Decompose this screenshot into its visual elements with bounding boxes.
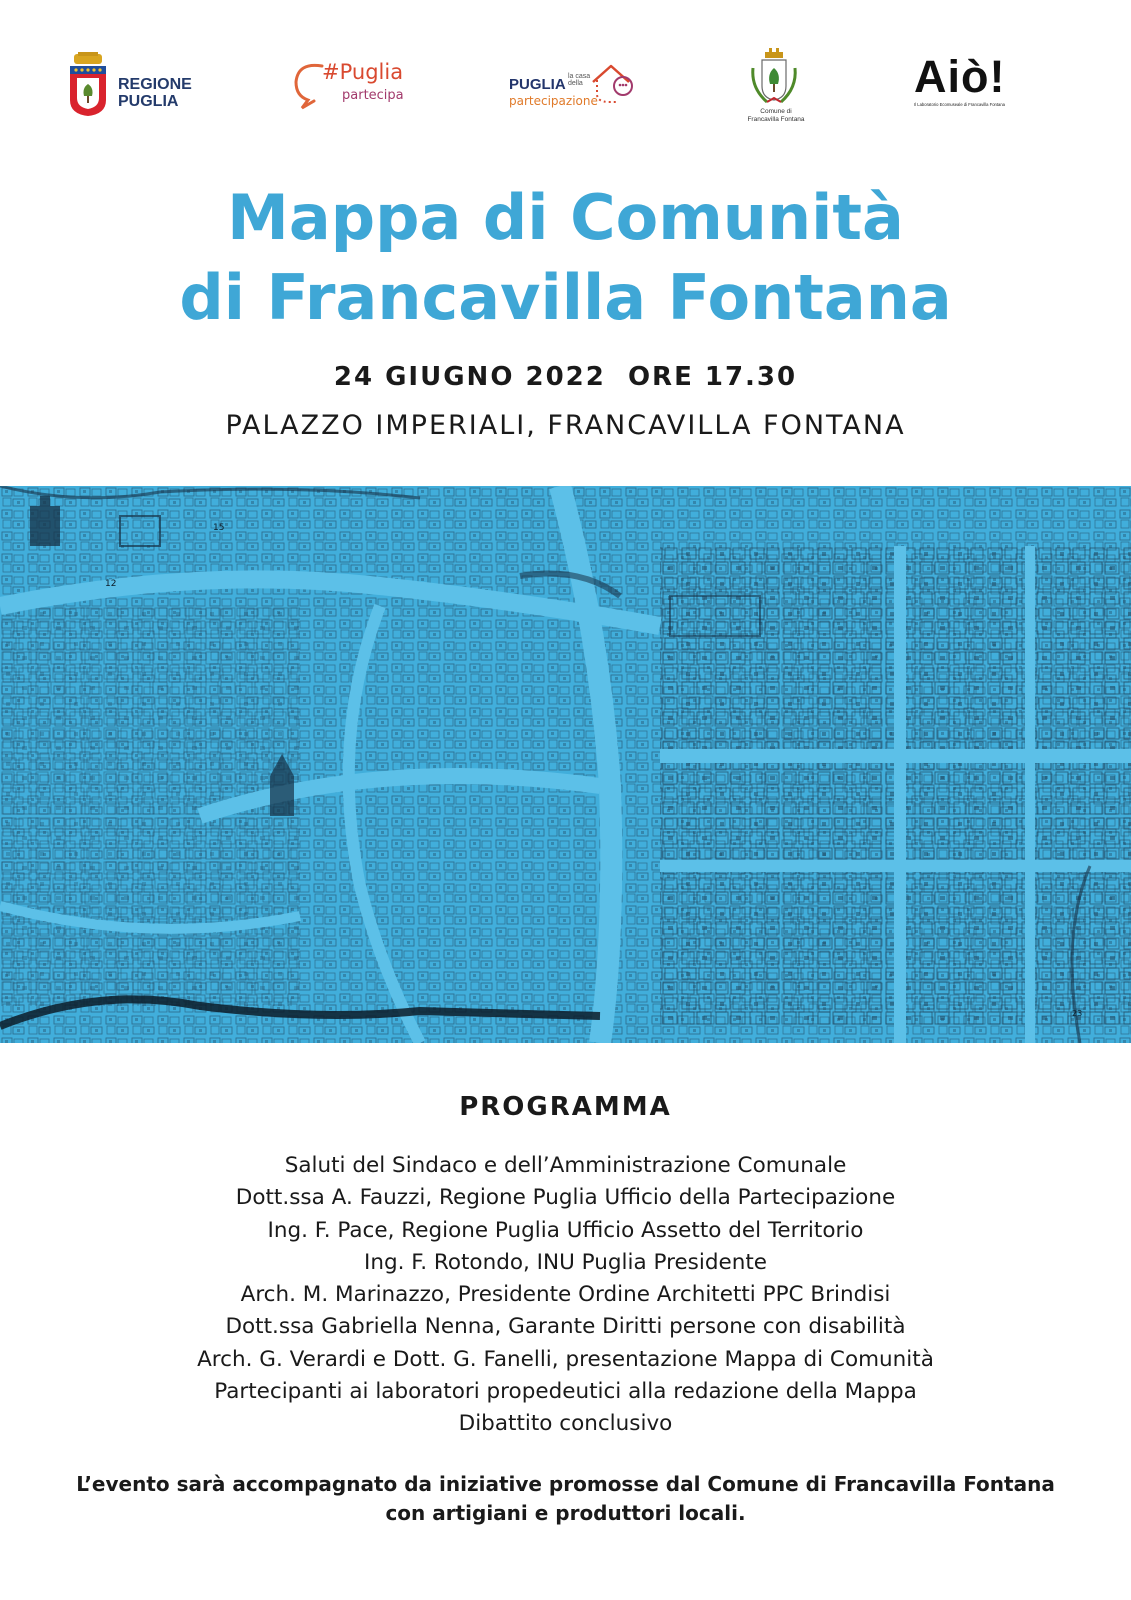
programma-item: Arch. M. Marinazzo, Presidente Ordine Architetti PPC Brindisi [240,1282,891,1308]
programma-list [0,1150,1131,1441]
casa-small2: della [568,80,583,87]
comune-logo-line2: Francavilla Fontana [747,116,805,123]
casa-small1: la casa [568,73,591,80]
footer-line2: con artigiani e produttori locali. [385,1501,746,1525]
comune-logo-line1: Comune di [760,108,792,115]
historic-map-image [0,486,1131,1043]
event-date-time: 24 GIUGNO 2022 ORE 17.30 [333,362,798,392]
map-label-15: 15 [213,523,225,533]
map-label-12: 12 [105,579,117,589]
map-label-23: 23 [1072,1009,1083,1018]
programma-item: Arch. G. Verardi e Dott. G. Fanelli, presentazione Mappa di Comunità [197,1346,934,1372]
house-icon [587,60,637,106]
aio-logo [914,52,1044,118]
partecipa-sub: partecipa [342,88,404,103]
casa-main: PUGLIA [509,76,566,93]
comune-crest-icon [749,48,799,106]
programma-item: Ing. F. Rotondo, INU Puglia Presidente [364,1249,767,1275]
aio-sub: Il Laboratorio Ecomuseale di Francavilla Fontana [914,102,1006,107]
regione-crest-icon [68,52,108,118]
programma-item: Saluti del Sindaco e dell’Amministrazione Comunale [284,1153,847,1178]
programma-item: Dibattito conclusivo [458,1411,673,1437]
programma-item: Dott.ssa Gabriella Nenna, Garante Diritti persone con disabilità [225,1314,906,1340]
comune-logo [738,48,814,128]
partecipa-hashtag: #Puglia [322,60,404,84]
event-venue: PALAZZO IMPERIALI, FRANCAVILLA FONTANA [225,410,906,441]
regione-logo-line2: PUGLIA [118,93,179,110]
logos-row [0,48,1131,138]
casa-partecipazione-logo [509,60,649,116]
footer-line1: L’evento sarà accompagnato da iniziative promosse dal Comune di Francavilla Fontana [76,1472,1055,1496]
casa-sub: partecipazione [509,94,598,108]
puglia-partecipa-logo [292,60,432,120]
programma-item: Partecipanti ai laboratori propedeutici alla redazione della Mappa [214,1379,917,1405]
footer-note [0,1470,1131,1528]
regione-puglia-logo [68,52,198,122]
programma-heading: PROGRAMMA [459,1092,672,1122]
title-line1: Mappa di Comunità [227,181,904,254]
title-line2: di Francavilla Fontana [179,261,952,334]
map-drawing [0,486,1131,1043]
programma-item: Dott.ssa A. Fauzzi, Regione Puglia Ufficio della Partecipazione [235,1185,896,1211]
programma-item: Ing. F. Pace, Regione Puglia Ufficio Assetto del Territorio [267,1217,864,1243]
aio-main: Aiò! [914,51,1006,102]
page-title [0,178,1131,338]
regione-logo-line1: REGIONE [118,76,192,93]
